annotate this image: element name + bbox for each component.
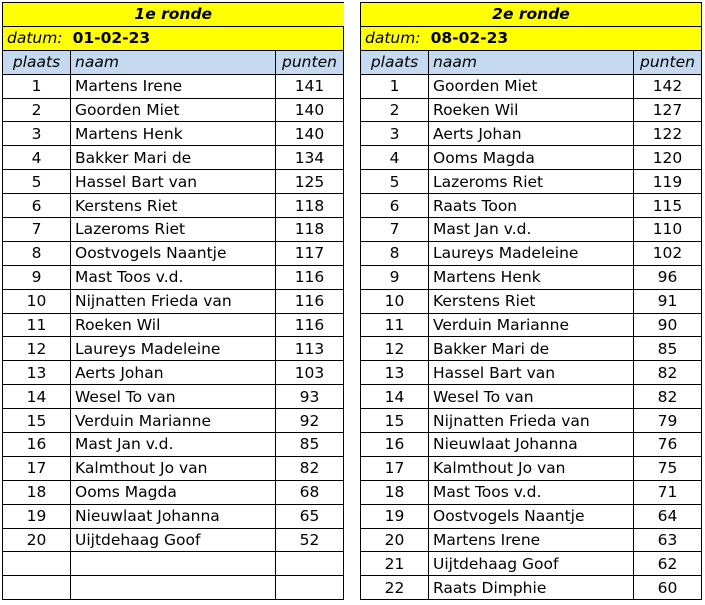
table-row	[3, 456, 344, 480]
cell-naam: Mast Toos v.d.	[71, 265, 276, 289]
round-title: 2e ronde	[361, 3, 702, 27]
cell-plaats	[3, 552, 71, 576]
cell-naam: Mast Jan v.d.	[71, 433, 276, 457]
cell-naam: Aerts Johan	[71, 361, 276, 385]
cell-punten: 118	[275, 194, 343, 218]
cell-punten: 82	[275, 456, 343, 480]
cell-naam: Verduin Marianne	[429, 313, 634, 337]
cell-punten: 125	[275, 170, 343, 194]
cell-punten: 113	[275, 337, 343, 361]
cell-punten: 116	[275, 265, 343, 289]
cell-plaats: 6	[361, 194, 429, 218]
cell-punten	[275, 552, 343, 576]
cell-naam: Mast Jan v.d.	[429, 218, 634, 242]
cell-naam: Wesel To van	[429, 385, 634, 409]
cell-naam	[71, 552, 276, 576]
cell-plaats: 3	[361, 122, 429, 146]
cell-punten: 79	[633, 409, 701, 433]
cell-punten: 110	[633, 218, 701, 242]
table-row	[361, 74, 702, 98]
cell-punten: 115	[633, 194, 701, 218]
cell-punten: 68	[275, 480, 343, 504]
cell-plaats: 21	[361, 552, 429, 576]
cell-naam: Martens Irene	[429, 528, 634, 552]
cell-plaats: 2	[361, 98, 429, 122]
cell-naam: Mast Toos v.d.	[429, 480, 634, 504]
cell-naam: Kalmthout Jo van	[71, 456, 276, 480]
cell-punten: 65	[275, 504, 343, 528]
date-label: datum:	[7, 29, 63, 48]
table-row	[361, 122, 702, 146]
cell-plaats: 5	[361, 170, 429, 194]
table-row	[361, 480, 702, 504]
cell-plaats: 8	[361, 241, 429, 265]
cell-punten: 127	[633, 98, 701, 122]
table-row	[361, 241, 702, 265]
cell-plaats: 9	[3, 265, 71, 289]
table-row	[3, 170, 344, 194]
table-row	[361, 313, 702, 337]
cell-plaats: 19	[3, 504, 71, 528]
cell-punten: 62	[633, 552, 701, 576]
cell-naam: Ooms Magda	[71, 480, 276, 504]
cell-plaats: 17	[361, 456, 429, 480]
cell-plaats: 3	[3, 122, 71, 146]
cell-punten: 85	[275, 433, 343, 457]
cell-naam: Hassel Bart van	[71, 170, 276, 194]
cell-punten: 93	[275, 385, 343, 409]
column-header-punten: punten	[633, 50, 701, 74]
column-header-naam: naam	[429, 50, 634, 74]
cell-naam: Goorden Miet	[429, 74, 634, 98]
table-row	[361, 98, 702, 122]
table-row	[361, 456, 702, 480]
table-row	[3, 576, 344, 600]
table-row	[361, 218, 702, 242]
ranking-table	[360, 2, 702, 600]
cell-naam: Kalmthout Jo van	[429, 456, 634, 480]
cell-plaats: 15	[361, 409, 429, 433]
ranking-table	[2, 2, 344, 600]
cell-naam: Nijnatten Frieda van	[429, 409, 634, 433]
cell-naam: Bakker Mari de	[429, 337, 634, 361]
cell-naam: Oostvogels Naantje	[429, 504, 634, 528]
cell-naam: Goorden Miet	[71, 98, 276, 122]
date-row	[3, 26, 344, 50]
cell-naam: Nieuwlaat Johanna	[429, 433, 634, 457]
cell-naam: Martens Henk	[71, 122, 276, 146]
cell-punten	[275, 576, 343, 600]
cell-punten: 119	[633, 170, 701, 194]
cell-punten: 82	[633, 385, 701, 409]
table-row	[3, 146, 344, 170]
cell-punten: 91	[633, 289, 701, 313]
cell-naam: Martens Irene	[71, 74, 276, 98]
column-header-plaats: plaats	[361, 50, 429, 74]
cell-plaats: 10	[3, 289, 71, 313]
cell-punten: 142	[633, 74, 701, 98]
cell-plaats: 12	[361, 337, 429, 361]
cell-plaats: 2	[3, 98, 71, 122]
table-row	[361, 576, 702, 600]
cell-punten: 82	[633, 361, 701, 385]
cell-naam: Uijtdehaag Goof	[429, 552, 634, 576]
table-row	[3, 313, 344, 337]
cell-plaats: 12	[3, 337, 71, 361]
column-header-plaats: plaats	[3, 50, 71, 74]
cell-plaats: 7	[361, 218, 429, 242]
cell-naam: Nieuwlaat Johanna	[71, 504, 276, 528]
cell-plaats: 20	[3, 528, 71, 552]
cell-naam: Lazeroms Riet	[71, 218, 276, 242]
cell-plaats: 15	[3, 409, 71, 433]
cell-plaats: 18	[3, 480, 71, 504]
table-row	[3, 480, 344, 504]
table-row	[361, 385, 702, 409]
table-row	[361, 552, 702, 576]
table-row	[3, 122, 344, 146]
cell-punten: 116	[275, 313, 343, 337]
table-row	[361, 146, 702, 170]
cell-naam: Laureys Madeleine	[71, 337, 276, 361]
table-row	[3, 361, 344, 385]
cell-plaats: 22	[361, 576, 429, 600]
cell-plaats: 11	[3, 313, 71, 337]
cell-punten: 60	[633, 576, 701, 600]
cell-plaats	[3, 576, 71, 600]
table-row	[3, 409, 344, 433]
table-row	[361, 361, 702, 385]
cell-punten: 120	[633, 146, 701, 170]
round-title: 1e ronde	[3, 3, 344, 27]
cell-plaats: 5	[3, 170, 71, 194]
cell-plaats: 18	[361, 480, 429, 504]
cell-punten: 140	[275, 98, 343, 122]
cell-punten: 103	[275, 361, 343, 385]
cell-naam: Uijtdehaag Goof	[71, 528, 276, 552]
cell-naam: Wesel To van	[71, 385, 276, 409]
table-row	[3, 265, 344, 289]
cell-naam: Nijnatten Frieda van	[71, 289, 276, 313]
table-row	[361, 265, 702, 289]
table-row	[3, 98, 344, 122]
table-row	[3, 337, 344, 361]
cell-naam: Bakker Mari de	[71, 146, 276, 170]
cell-punten: 71	[633, 480, 701, 504]
cell-punten: 75	[633, 456, 701, 480]
table-row	[361, 337, 702, 361]
cell-punten: 122	[633, 122, 701, 146]
date-value: 01-02-23	[72, 29, 151, 48]
cell-punten: 102	[633, 241, 701, 265]
cell-plaats: 16	[361, 433, 429, 457]
cell-plaats: 14	[361, 385, 429, 409]
cell-naam: Hassel Bart van	[429, 361, 634, 385]
cell-punten: 134	[275, 146, 343, 170]
column-header-naam: naam	[71, 50, 276, 74]
cell-punten: 141	[275, 74, 343, 98]
cell-plaats: 13	[3, 361, 71, 385]
table-row	[361, 409, 702, 433]
table-row	[3, 433, 344, 457]
date-value: 08-02-23	[430, 29, 509, 48]
table-row	[361, 194, 702, 218]
table-row	[3, 552, 344, 576]
cell-plaats: 1	[361, 74, 429, 98]
cell-naam: Verduin Marianne	[71, 409, 276, 433]
date-row	[361, 26, 702, 50]
cell-punten: 64	[633, 504, 701, 528]
cell-naam: Roeken Wil	[71, 313, 276, 337]
cell-plaats: 4	[361, 146, 429, 170]
cell-plaats: 16	[3, 433, 71, 457]
cell-plaats: 14	[3, 385, 71, 409]
date-label: datum:	[365, 29, 421, 48]
cell-naam: Oostvogels Naantje	[71, 241, 276, 265]
cell-naam: Kerstens Riet	[71, 194, 276, 218]
cell-punten: 96	[633, 265, 701, 289]
table-row	[3, 218, 344, 242]
cell-plaats: 11	[361, 313, 429, 337]
cell-naam: Raats Dimphie	[429, 576, 634, 600]
cell-punten: 117	[275, 241, 343, 265]
cell-naam: Roeken Wil	[429, 98, 634, 122]
cell-plaats: 9	[361, 265, 429, 289]
table-row	[361, 170, 702, 194]
cell-naam: Lazeroms Riet	[429, 170, 634, 194]
cell-plaats: 8	[3, 241, 71, 265]
cell-plaats: 6	[3, 194, 71, 218]
cell-punten: 116	[275, 289, 343, 313]
cell-punten: 90	[633, 313, 701, 337]
cell-naam: Ooms Magda	[429, 146, 634, 170]
column-header-punten: punten	[275, 50, 343, 74]
cell-punten: 85	[633, 337, 701, 361]
cell-naam: Laureys Madeleine	[429, 241, 634, 265]
table-row	[361, 528, 702, 552]
table-row	[361, 433, 702, 457]
cell-punten: 92	[275, 409, 343, 433]
table-row	[3, 289, 344, 313]
table-row	[3, 74, 344, 98]
table-row	[3, 241, 344, 265]
table-row	[361, 504, 702, 528]
cell-naam: Aerts Johan	[429, 122, 634, 146]
cell-naam: Martens Henk	[429, 265, 634, 289]
cell-naam: Raats Toon	[429, 194, 634, 218]
cell-naam: Kerstens Riet	[429, 289, 634, 313]
cell-punten: 76	[633, 433, 701, 457]
table-row	[3, 194, 344, 218]
cell-plaats: 19	[361, 504, 429, 528]
cell-punten: 140	[275, 122, 343, 146]
cell-plaats: 20	[361, 528, 429, 552]
table-row	[3, 504, 344, 528]
table-row	[3, 385, 344, 409]
cell-plaats: 10	[361, 289, 429, 313]
table-row	[361, 289, 702, 313]
cell-punten: 63	[633, 528, 701, 552]
table-row	[3, 528, 344, 552]
cell-plaats: 1	[3, 74, 71, 98]
cell-punten: 52	[275, 528, 343, 552]
cell-plaats: 4	[3, 146, 71, 170]
round-2-table-block	[360, 2, 702, 600]
round-1-table-block	[2, 2, 344, 600]
cell-plaats: 13	[361, 361, 429, 385]
cell-punten: 118	[275, 218, 343, 242]
cell-plaats: 17	[3, 456, 71, 480]
cell-plaats: 7	[3, 218, 71, 242]
cell-naam	[71, 576, 276, 600]
